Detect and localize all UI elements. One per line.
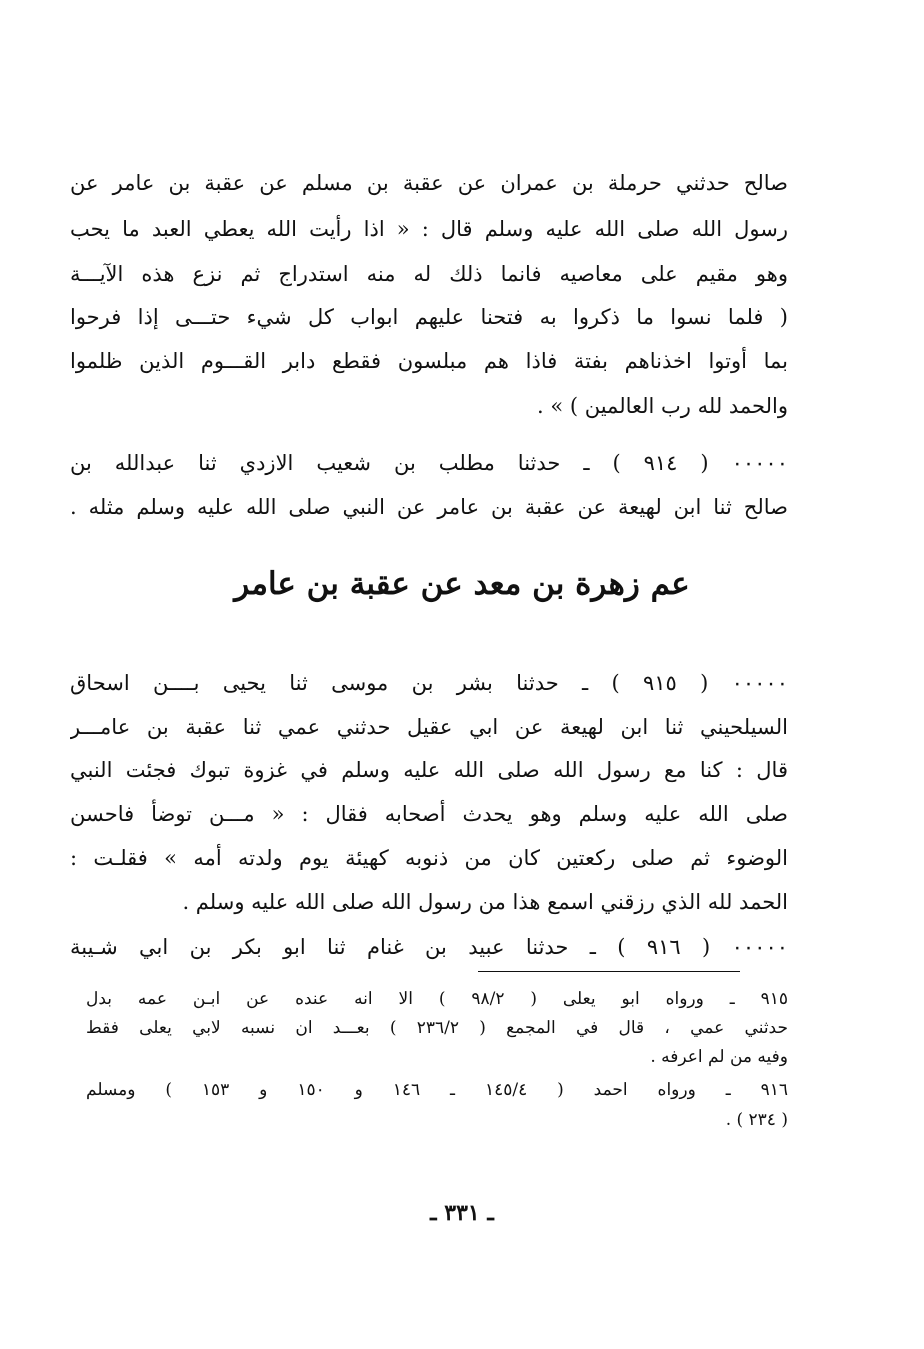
footnote-line: ٩١٥ ـ ورواه ابو يعلى ( ٩٨/٢ ) الا انه عنده عن ابـن عمه بدل bbox=[86, 989, 788, 1009]
text-line: رسول الله صلى الله عليه وسلم قال : « اذا رأيت الله يعطي العبد ما يحب bbox=[70, 217, 788, 241]
text-line: وهو مقيم على معاصيه فانما ذلك له منه استدراج ثم نزع هذه الآيـــة bbox=[70, 262, 788, 286]
text-line: صالح ثنا ابن لهيعة عن عقبة بن عامر عن النبي صلى الله عليه وسلم مثله . bbox=[70, 495, 788, 519]
footnote-line: حدثني عمي ، قال في المجمع ( ٢٣٦/٢ ) بعـــد ان نسبه لابي يعلى فقط bbox=[86, 1018, 788, 1038]
page-number: ـ ٣٣١ ـ bbox=[430, 1200, 494, 1226]
hadith-number-line: ٠٠٠٠٠ ( ٩١٤ ) ـ حدثنا مطلب بن شعيب الازدي ثنا عبدالله بن bbox=[70, 451, 788, 475]
text-line: قال : كنا مع رسول الله صلى الله عليه وسلم في غزوة تبوك فجئت النبي bbox=[70, 758, 788, 782]
footnote-line: ( ٢٣٤ ) . bbox=[725, 1110, 788, 1130]
footnote-divider bbox=[478, 971, 740, 972]
footnote-line: وفيه من لم اعرفه . bbox=[650, 1047, 788, 1067]
footnote-line: ٩١٦ ـ ورواه احمد ( ١٤٥/٤ ـ ١٤٦ و ١٥٠ و ١٥٣ ) ومسلم bbox=[86, 1080, 788, 1100]
text-line: صلى الله عليه وسلم وهو يحدث أصحابه فقال : « مـــن توضأ فاحسن bbox=[70, 802, 788, 826]
text-line: الوضوء ثم صلى ركعتين كان من ذنوبه كهيئة يوم ولدته أمه » فقلـت : bbox=[70, 846, 788, 870]
text-line: والحمد لله رب العالمين ) » . bbox=[536, 394, 788, 418]
hadith-number-line: ٠٠٠٠٠ ( ٩١٥ ) ـ حدثنا بشر بن موسى ثنا يحيى بــــن اسحاق bbox=[70, 671, 788, 695]
text-line: الحمد لله الذي رزقني اسمع هذا من رسول الله صلى الله عليه وسلم . bbox=[182, 890, 788, 914]
text-line: السيلحيني ثنا ابن لهيعة عن ابي عقيل حدثني عمي ثنا عقبة بن عامـــر bbox=[70, 715, 788, 739]
text-line: ( فلما نسوا ما ذكروا به فتحنا عليهم ابواب كل شيء حتـــى إذا فرحوا bbox=[70, 305, 788, 329]
text-line: بما أوتوا اخذناهم بفتة فاذا هم مبلسون فقطع دابر القـــوم الذين ظلموا bbox=[70, 349, 788, 373]
section-heading: عم زهرة بن معد عن عقبة بن عامر bbox=[234, 566, 690, 602]
text-line: صالح حدثني حرملة بن عمران عن عقبة بن مسلم عن عقبة بن عامر عن bbox=[70, 171, 788, 195]
hadith-number-line: ٠٠٠٠٠ ( ٩١٦ ) ـ حدثنا عبيد بن غنام ثنا ابو بكر بن ابي شـيبة bbox=[70, 935, 788, 959]
